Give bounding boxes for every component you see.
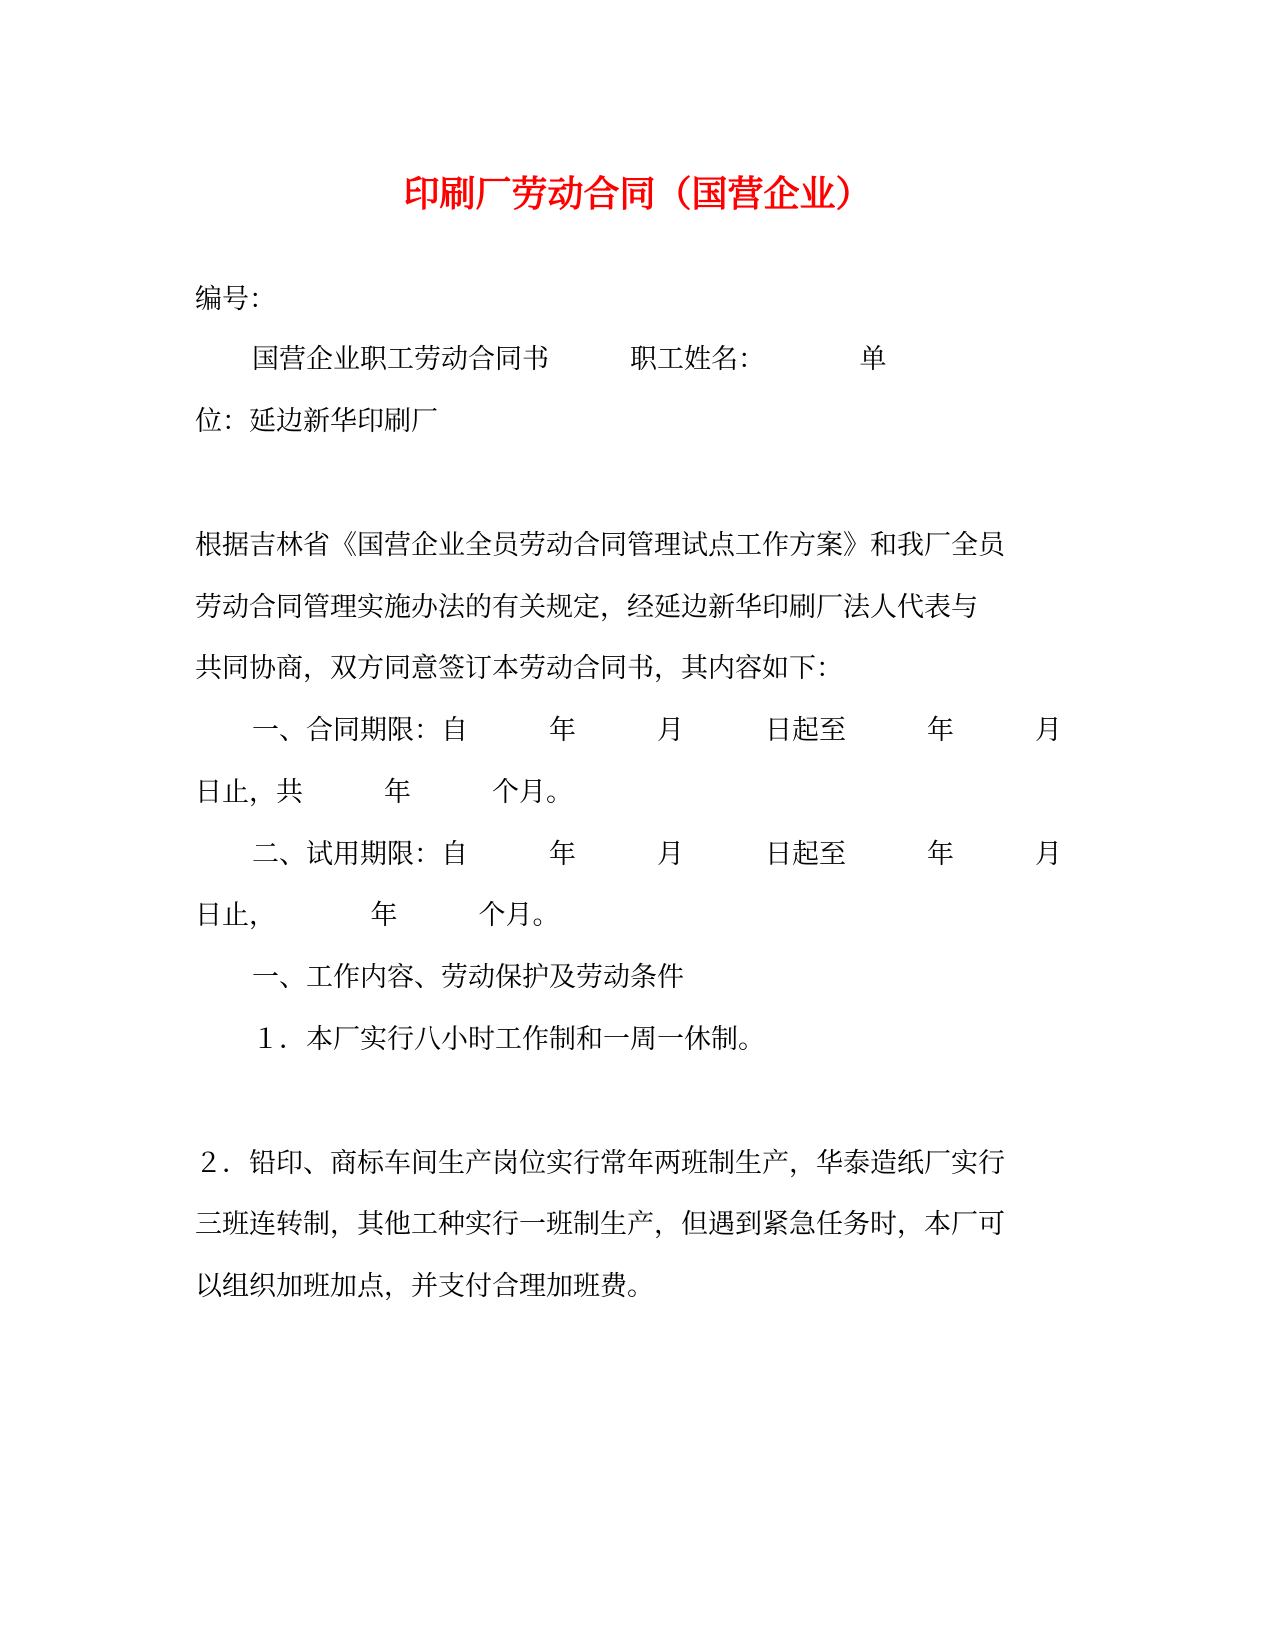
probation-term-line: 二、试用期限：自 年 月 日起至 年 月 [252,839,1062,870]
employer-unit-line: 位：延边新华印刷厂 [195,406,438,437]
clause-2-line-2: 三班连转制，其他工种实行一班制生产，但遇到紧急任务时，本厂可 [195,1209,1005,1240]
contract-header-line: 国营企业职工劳动合同书 职工姓名： 单 [252,344,887,375]
section-heading-work: 一、工作内容、劳动保护及劳动条件 [252,962,684,993]
contract-term-end-line: 日止，共 年 个月。 [195,777,573,808]
contract-number-label: 编号： [195,284,276,315]
clause-1: １．本厂实行八小时工作制和一周一休制。 [252,1024,765,1055]
contract-term-line: 一、合同期限：自 年 月 日起至 年 月 [252,715,1062,746]
clause-2-line-1: ２．铅印、商标车间生产岗位实行常年两班制生产，华泰造纸厂实行 [195,1148,1005,1179]
clause-2-line-3: 以组织加班加点，并支付合理加班费。 [195,1271,654,1302]
preamble-line-1: 根据吉林省《国营企业全员劳动合同管理试点工作方案》和我厂全员 [195,530,1005,561]
probation-term-end-line: 日止， 年 个月。 [195,900,560,931]
page-title: 印刷厂劳动合同（国营企业） [403,173,872,215]
preamble-line-2: 劳动合同管理实施办法的有关规定，经延边新华印刷厂法人代表与 [195,592,978,623]
preamble-line-3: 共同协商，双方同意签订本劳动合同书，其内容如下： [195,653,843,684]
